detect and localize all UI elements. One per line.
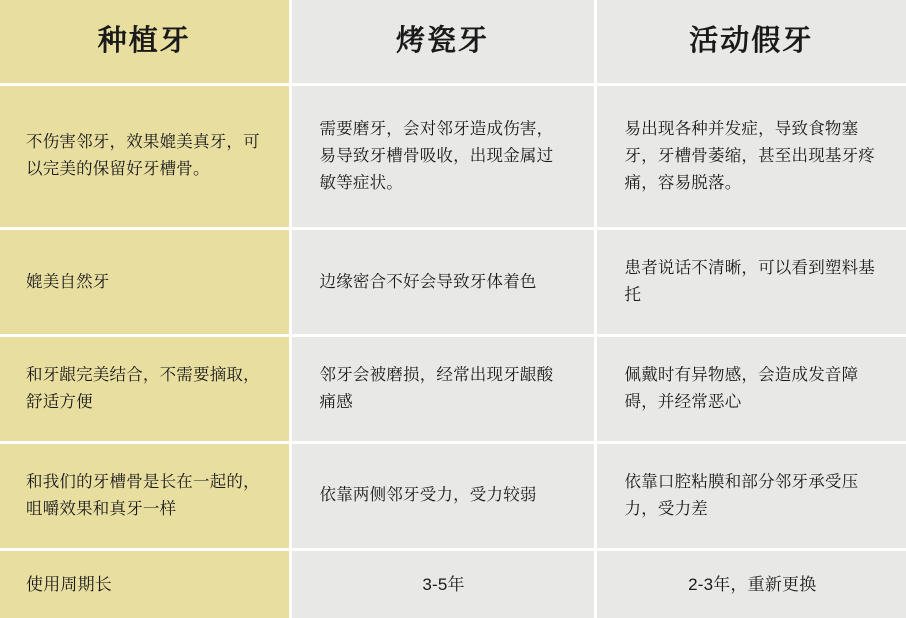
cell-denture-3: 佩戴时有异物感，会造成发音障碍，并经常恶心 xyxy=(595,335,906,442)
column-header-implant: 种植牙 xyxy=(0,0,290,84)
cell-porcelain-5: 3-5年 xyxy=(290,549,595,618)
column-header-porcelain: 烤瓷牙 xyxy=(290,0,595,84)
cell-porcelain-2: 边缘密合不好会导致牙体着色 xyxy=(290,228,595,335)
table-row xyxy=(0,335,906,442)
table-row xyxy=(0,84,906,228)
cell-implant-3: 和牙龈完美结合，不需要摘取，舒适方便 xyxy=(0,335,290,442)
cell-denture-1: 易出现各种并发症，导致食物塞牙，牙槽骨萎缩，甚至出现基牙疼痛，容易脱落。 xyxy=(595,84,906,228)
cell-implant-1: 不伤害邻牙，效果媲美真牙，可以完美的保留好牙槽骨。 xyxy=(0,84,290,228)
cell-porcelain-3: 邻牙会被磨损，经常出现牙龈酸痛感 xyxy=(290,335,595,442)
table-header-row xyxy=(0,0,906,84)
cell-implant-5: 使用周期长 xyxy=(0,549,290,618)
cell-implant-4: 和我们的牙槽骨是长在一起的，咀嚼效果和真牙一样 xyxy=(0,442,290,549)
cell-implant-2: 媲美自然牙 xyxy=(0,228,290,335)
cell-porcelain-4: 依靠两侧邻牙受力，受力较弱 xyxy=(290,442,595,549)
cell-denture-5: 2-3年，重新更换 xyxy=(595,549,906,618)
table-row xyxy=(0,549,906,618)
cell-porcelain-1: 需要磨牙，会对邻牙造成伤害，易导致牙槽骨吸收，出现金属过敏等症状。 xyxy=(290,84,595,228)
cell-denture-4: 依靠口腔粘膜和部分邻牙承受压力，受力差 xyxy=(595,442,906,549)
table-row xyxy=(0,442,906,549)
table-row xyxy=(0,228,906,335)
column-header-denture: 活动假牙 xyxy=(595,0,906,84)
cell-denture-2: 患者说话不清晰，可以看到塑料基托 xyxy=(595,228,906,335)
